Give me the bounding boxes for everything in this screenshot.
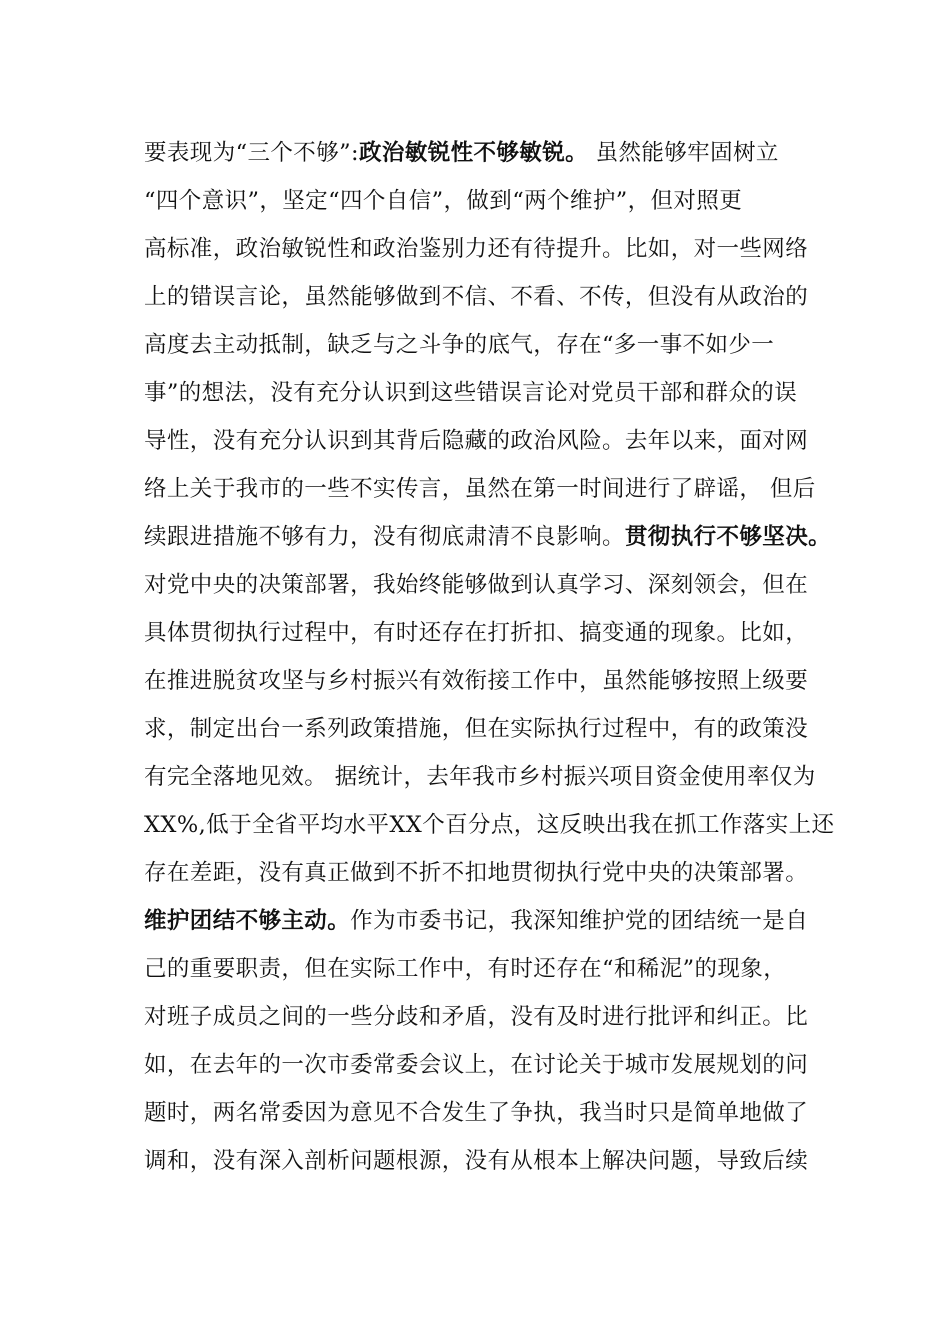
text-line — [144, 277, 844, 317]
text-line — [144, 997, 844, 1037]
bold-heading-run: 贯彻执行不够坚决。 — [624, 524, 832, 550]
text-run: 求，制定出台一系列政策措施，但在实际执行过程中，有的政策没 — [144, 716, 809, 742]
text-line — [144, 853, 844, 893]
text-run: 续跟进措施不够有力，没有彻底肃清不良影响。 — [144, 524, 625, 550]
text-line — [144, 229, 844, 269]
text-line — [144, 661, 844, 701]
text-run: 调和，没有深入剖析问题根源，没有从根本上解决问题，导致后续 — [144, 1148, 809, 1174]
text-line — [144, 1093, 844, 1133]
bold-heading-run: 政治敏锐性不够敏锐。 — [359, 140, 589, 166]
text-run: 存在差距，没有真正做到不折不扣地贯彻执行党中央的决策部署。 — [144, 860, 809, 886]
bold-heading-run: 维护团结不够主动。 — [144, 908, 351, 934]
text-run: 题时，两名常委因为意见不合发生了争执，我当时只是简单地做了 — [144, 1100, 809, 1126]
text-line — [144, 1045, 844, 1085]
text-line — [144, 565, 844, 605]
text-line — [144, 901, 844, 941]
text-line — [144, 469, 844, 509]
text-run: “四个意识”，坚定“四个自信”，做到“两个维护”，但对照更 — [144, 188, 743, 214]
text-run: 上的错误言论，虽然能够做到不信、不看、不传，但没有从政治的 — [144, 284, 809, 310]
text-line — [144, 805, 844, 845]
text-line — [144, 325, 844, 365]
text-run: 事”的想法，没有充分认识到这些错误言论对党员干部和群众的误 — [144, 380, 798, 406]
text-run: 有完全落地见效。 据统计，去年我市乡村振兴项目资金使用率仅为 — [144, 764, 816, 790]
text-run: 在推进脱贫攻坚与乡村振兴有效衔接工作中，虽然能够按照上级要 — [144, 668, 809, 694]
text-run: 作为市委书记，我深知维护党的团结统一是自 — [350, 908, 809, 934]
text-line — [144, 949, 844, 989]
text-line — [144, 133, 844, 173]
text-line — [144, 517, 844, 557]
text-run: 对党中央的决策部署，我始终能够做到认真学习、深刻领会，但在 — [144, 572, 809, 598]
text-line — [144, 709, 844, 749]
text-run: 己的重要职责，但在实际工作中，有时还存在“和稀泥”的现象， — [144, 956, 787, 982]
text-run: 络上关于我市的一些不实传言，虽然在第一时间进行了辟谣， 但后 — [144, 476, 816, 502]
text-run: 虽然能够牢固树立 — [588, 140, 779, 166]
text-line — [144, 613, 844, 653]
text-run: 高度去主动抵制，缺乏与之斗争的底气，存在“多一事不如少一 — [144, 332, 775, 358]
text-line — [144, 421, 844, 461]
text-line — [144, 373, 844, 413]
text-run: 导性，没有充分认识到其背后隐藏的政治风险。去年以来，面对网 — [144, 428, 809, 454]
text-line — [144, 1141, 844, 1181]
text-run: 高标准，政治敏锐性和政治鉴别力还有待提升。比如，对一些网络 — [144, 236, 809, 262]
text-run: 具体贯彻执行过程中，有时还存在打折扣、搞变通的现象。比如， — [144, 620, 809, 646]
text-run: 要表现为“三个不够”: — [144, 140, 359, 166]
text-line — [144, 757, 844, 797]
text-run: XX%,低于全省平均水平XX个百分点，这反映出我在抓工作落实上还 — [144, 812, 835, 838]
text-run: 如，在去年的一次市委常委会议上，在讨论关于城市发展规划的问 — [144, 1052, 809, 1078]
text-run: 对班子成员之间的一些分歧和矛盾，没有及时进行批评和纠正。比 — [144, 1004, 809, 1030]
text-line — [144, 181, 844, 221]
